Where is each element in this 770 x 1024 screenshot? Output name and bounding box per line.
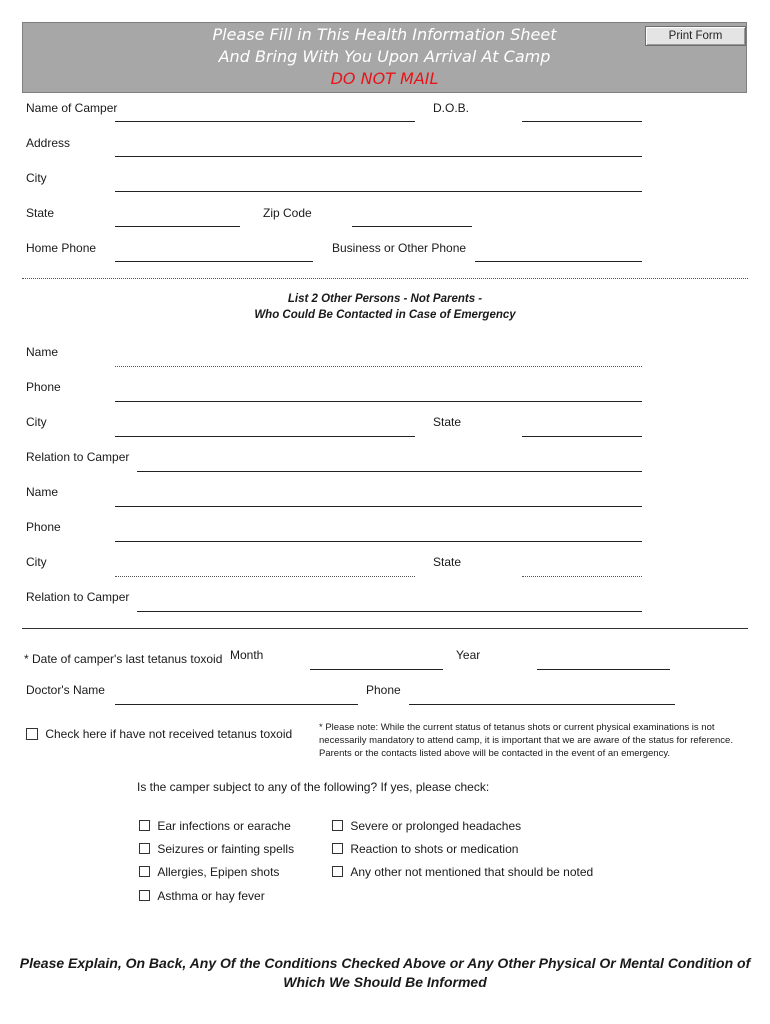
footer-line2: Which We Should Be Informed [283, 974, 487, 990]
year-field[interactable] [537, 669, 670, 670]
contact2-state-field[interactable] [522, 576, 642, 577]
emergency-title-line1: List 2 Other Persons - Not Parents - [287, 293, 483, 305]
note-line3: Parents or the contacts listed above will be contacted in the event of an emergency. [319, 748, 670, 759]
contact1-state-label: State [433, 415, 462, 429]
condition-headaches[interactable] [332, 818, 521, 833]
contact1-state-field[interactable] [522, 436, 642, 437]
address-label: Address [26, 136, 71, 150]
condition-checkbox[interactable] [139, 820, 150, 831]
city-field[interactable] [115, 191, 642, 192]
other-phone-field[interactable] [475, 261, 642, 262]
contact1-phone-label: Phone [26, 380, 61, 394]
no-tetanus-checkbox[interactable] [26, 728, 38, 740]
condition-other[interactable] [332, 864, 593, 879]
home-phone-label: Home Phone [26, 241, 97, 255]
header-title-line2: And Bring With You Upon Arrival At Camp [218, 47, 551, 66]
condition-checkbox[interactable] [332, 866, 343, 877]
condition-label: Seizures or fainting spells [157, 841, 295, 856]
contact1-phone-field[interactable] [115, 401, 642, 402]
section-divider-2 [22, 628, 748, 629]
doctor-name-field[interactable] [115, 704, 358, 705]
dob-label: D.O.B. [433, 101, 470, 115]
note-line2: necessarily mandatory to attend camp, it is important that we are aware of the status for reference. [319, 735, 733, 746]
state-field[interactable] [115, 226, 240, 227]
contact1-city-label: City [26, 415, 47, 429]
contact1-relation-label: Relation to Camper [26, 450, 130, 464]
state-label: State [26, 206, 55, 220]
header-title-line1: Please Fill in This Health Information Sheet [212, 25, 557, 44]
zip-code-field[interactable] [352, 226, 472, 227]
contact2-name-field[interactable] [115, 506, 642, 507]
contact1-name-label: Name [26, 345, 59, 359]
contact2-phone-label: Phone [26, 520, 61, 534]
do-not-mail-notice: DO NOT MAIL [330, 69, 439, 88]
other-phone-label: Business or Other Phone [332, 241, 467, 255]
condition-allergies[interactable] [139, 864, 279, 879]
contact1-relation-field[interactable] [137, 471, 642, 472]
contact1-name-field[interactable] [115, 366, 642, 367]
contact2-city-field[interactable] [115, 576, 415, 577]
form-header [22, 22, 747, 93]
home-phone-field[interactable] [115, 261, 313, 262]
contact2-name-label: Name [26, 485, 59, 499]
condition-label: Ear infections or earache [157, 818, 291, 833]
tetanus-label: * Date of camper's last tetanus toxoid [24, 652, 223, 666]
condition-seizures[interactable] [139, 841, 294, 856]
address-field[interactable] [115, 156, 642, 157]
contact2-state-label: State [433, 555, 462, 569]
no-tetanus-label: Check here if have not received tetanus toxoid [45, 726, 293, 741]
doctor-phone-field[interactable] [409, 704, 675, 705]
condition-asthma[interactable] [139, 888, 265, 903]
condition-checkbox[interactable] [139, 866, 150, 877]
note-line1: * Please note: While the current status of tetanus shots or current physical examinations is not [319, 722, 715, 733]
contact2-relation-field[interactable] [137, 611, 642, 612]
contact2-relation-label: Relation to Camper [26, 590, 130, 604]
condition-label: Any other not mentioned that should be noted [350, 864, 594, 879]
camper-name-field[interactable] [115, 121, 415, 122]
condition-checkbox[interactable] [332, 820, 343, 831]
camper-name-label: Name of Camper [26, 101, 118, 115]
emergency-title-line2: Who Could Be Contacted in Case of Emergency [254, 309, 516, 321]
footer-line1: Please Explain, On Back, Any Of the Conditions Checked Above or Any Other Physical Or Mental Condition of [19, 955, 751, 971]
tetanus-note [319, 721, 739, 760]
dob-field[interactable] [522, 121, 642, 122]
contact2-phone-field[interactable] [115, 541, 642, 542]
section-divider [22, 278, 748, 279]
city-label: City [26, 171, 47, 185]
conditions-question: Is the camper subject to any of the following? If yes, please check: [137, 780, 490, 794]
condition-checkbox[interactable] [139, 890, 150, 901]
condition-label: Allergies, Epipen shots [157, 864, 280, 879]
contact2-city-label: City [26, 555, 47, 569]
condition-label: Asthma or hay fever [157, 888, 265, 903]
doctor-name-label: Doctor's Name [26, 683, 105, 697]
contact1-city-field[interactable] [115, 436, 415, 437]
doctor-phone-label: Phone [366, 683, 401, 697]
condition-reaction-to-shots[interactable] [332, 841, 518, 856]
month-field[interactable] [310, 669, 443, 670]
month-label: Month [230, 648, 264, 662]
condition-checkbox[interactable] [139, 843, 150, 854]
condition-label: Severe or prolonged headaches [350, 818, 522, 833]
condition-checkbox[interactable] [332, 843, 343, 854]
condition-label: Reaction to shots or medication [350, 841, 519, 856]
no-tetanus-checkbox-row[interactable] [26, 726, 292, 741]
year-label: Year [456, 648, 481, 662]
condition-ear-infections[interactable] [139, 818, 291, 833]
print-form-button[interactable]: Print Form [645, 26, 746, 46]
zip-code-label: Zip Code [263, 206, 312, 220]
